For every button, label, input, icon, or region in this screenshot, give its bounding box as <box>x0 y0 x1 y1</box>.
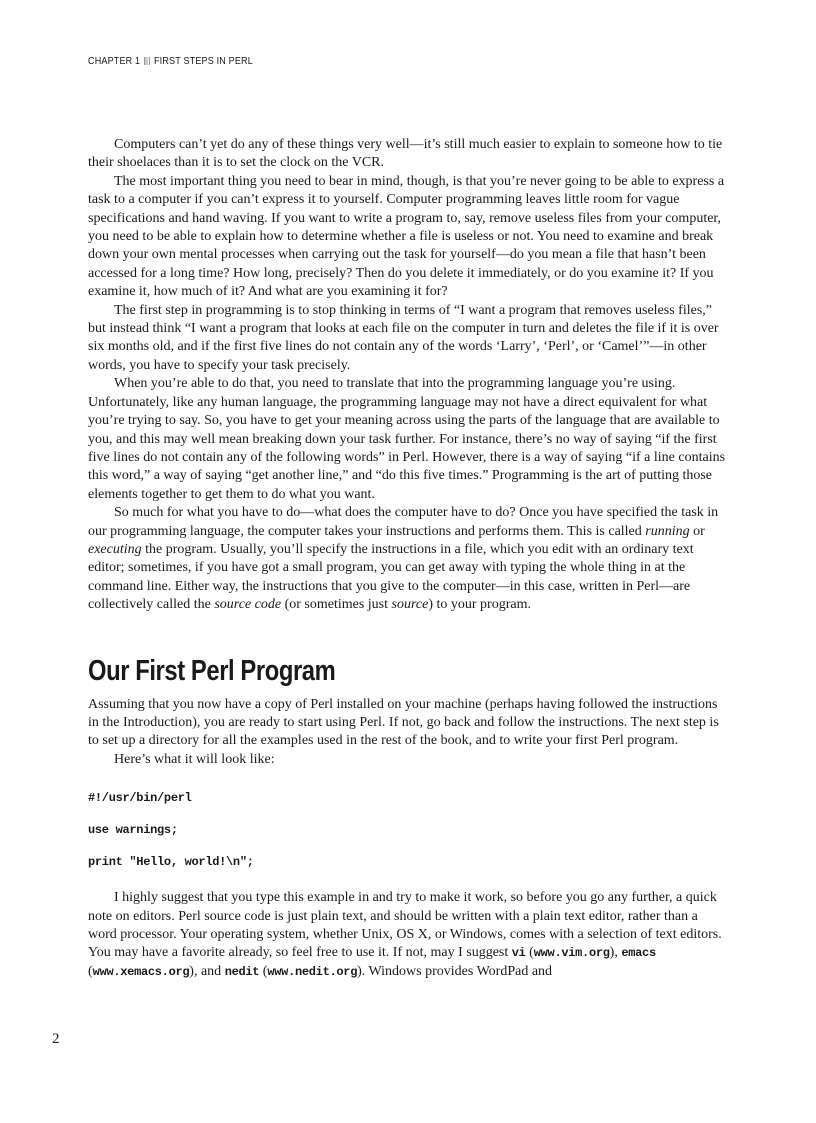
url-nedit: www.nedit.org <box>267 964 358 979</box>
term-source: source <box>391 597 429 613</box>
running-head <box>88 55 253 67</box>
section-heading: Our First Perl Program <box>88 654 336 687</box>
text-run: ) to your program. <box>428 597 531 613</box>
text-run: I highly suggest that you type this example in and try to make it work, so before you go any further, a quick note on editors. Perl source code is just plain text, and should be written with a plain text editor, rather than a word processor. Your operating system, whether Unix, OS X, or Windows, comes with a selection of text editors. You may have a favorite already, so feel free to use it. If not, may I suggest <box>88 890 722 961</box>
code-line-shebang: #!/usr/bin/perl <box>88 791 192 806</box>
paragraph-5 <box>88 504 728 614</box>
code-line-print: print "Hello, world!\n"; <box>88 855 254 870</box>
text-run: ), <box>609 945 622 961</box>
page-number: 2 <box>52 1031 60 1047</box>
code-vi: vi <box>511 946 526 961</box>
code-listing <box>88 789 728 871</box>
paragraph-2: The most important thing you need to bear in mind, though, is that you’re never going to be able to express a task to a computer if you can’t express it to yourself. Computer programming leaves little room for vague specifications and hand waving. If you want to write a program to, say, remove useless files from your computer, you need to be able to explain how to determine whether a file is useless or not. You need to examine and break down your own mental processes when carrying out the task for yourself—do you mean a file that hasn’t been accessed for a long time? How long, precisely? Then do you delete it immediately, or do you examine it? If you examine it, how much of it? And what are you examining it for? <box>88 173 725 300</box>
paragraph-3: The first step in programming is to stop thinking in terms of “I want a program that removes useless files,” but instead think “I want a program that looks at each file on the computer in turn and deletes the file if it is over six months old, and if the first five lines do not contain any of the words ‘Larry’, ‘Perl’, or ‘Camel’”—in other words, you have to specify your task precisely. <box>88 302 719 373</box>
section-lead: Here’s what it will look like: <box>114 751 275 767</box>
chapter-label: CHAPTER 1 <box>88 55 141 67</box>
code-nedit: nedit <box>224 964 260 979</box>
text-run: the program. Usually, you’ll specify the instructions in a file, which you edit with an ordinary text editor; sometimes, if you have got a small program, you can get away with typing the whole thing in at the command line. Either way, the instructions that you give to the computer—in this case, written in Perl—are collectively called the <box>88 541 694 613</box>
term-source-code: source code <box>214 597 282 613</box>
text-run: ), and <box>189 963 225 979</box>
url-vim: www.vim.org <box>533 946 610 961</box>
url-xemacs: www.xemacs.org <box>92 964 190 979</box>
text-run: ( <box>259 963 268 979</box>
term-executing: executing <box>88 541 142 557</box>
code-line-use-warnings: use warnings; <box>88 823 178 838</box>
chapter-title: FIRST STEPS IN PERL <box>153 55 253 67</box>
text-run: ). Windows provides WordPad and <box>357 963 553 979</box>
text-run: ( <box>525 945 534 961</box>
text-run: ( <box>88 963 93 979</box>
text-run: So much for what you have to do—what does the computer have to do? Once you have specified the task in our programming language, the computer takes your instructions and performs them. This is called <box>88 505 719 539</box>
text-run: (or sometimes just <box>281 597 392 613</box>
paragraph-editors <box>88 889 728 981</box>
section-intro: Assuming that you now have a copy of Perl installed on your machine (perhaps having followed the instructions in the Introduction), you are ready to start using Perl. If not, go back and follow the instructions. The next step is to set up a directory for all the examples used in the rest of the book, and to write your first Perl program. <box>88 696 719 749</box>
text-run: or <box>689 523 705 539</box>
separator-icon <box>144 57 151 65</box>
paragraph-1: Computers can’t yet do any of these things very well—it’s still much easier to explain to someone how to tie their shoelaces than it is to set the clock on the VCR. <box>88 137 723 171</box>
code-emacs: emacs <box>621 946 656 961</box>
page-body <box>88 136 728 981</box>
term-running: running <box>645 523 690 539</box>
paragraph-4: When you’re able to do that, you need to translate that into the programming language you’re using. Unfortunately, like any human language, the programming language may not have a direct equivalent for what you’re trying to say. So, you have to get your meaning across using the parts of the language that are available to you, and this may well mean breaking down your task further. For instance, there’s no way of saying “if the first five lines do not contain any of the following words” in Perl. However, there is a way of saying “if a line contains this word,” a way of saying “get another line,” and “do this five times.” Programming is the art of putting those elements together to get them to do what you want. <box>88 376 726 502</box>
